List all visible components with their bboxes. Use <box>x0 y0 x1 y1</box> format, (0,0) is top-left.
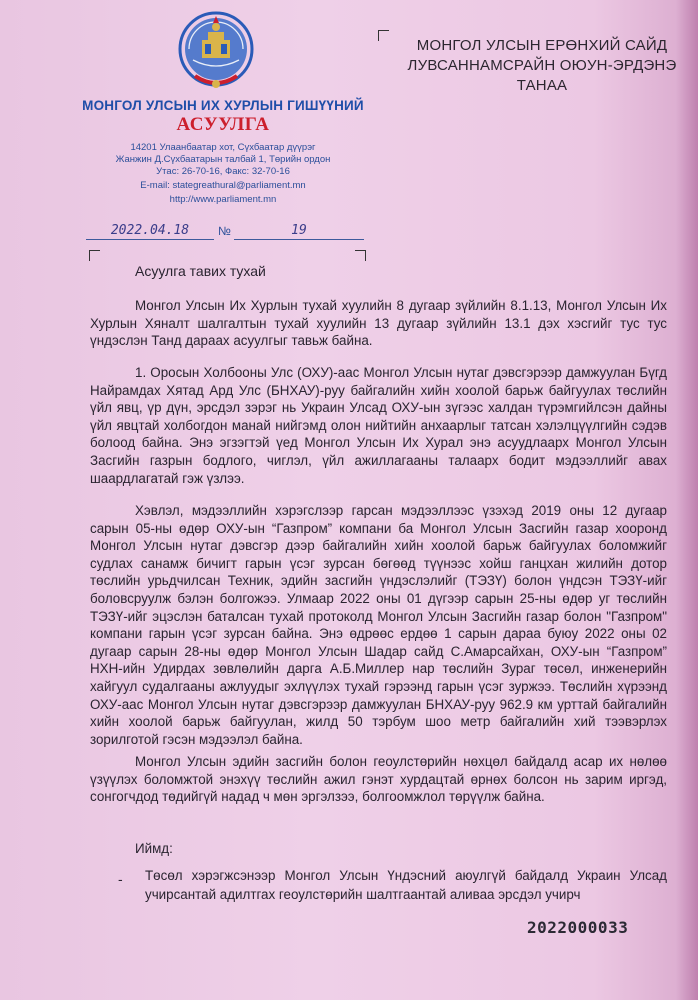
subject-line: Асуулга тавих тухай <box>135 263 266 279</box>
recipient-line: МОНГОЛ УЛСЫН ЕРӨНХИЙ САЙД <box>416 37 668 54</box>
recipient-line: ЛУВСАННАМСРАЙН ОЮУН-ЭРДЭНЭ <box>407 57 677 74</box>
phone-fax-line: Утас: 26-70-16, Факс: 32-70-16 <box>156 166 290 177</box>
page-edge-shadow <box>676 0 698 1000</box>
website-line: http://www.parliament.mn <box>169 194 277 205</box>
state-emblem-icon <box>175 2 257 92</box>
corner-mark <box>355 250 366 261</box>
body-paragraph: Иймд: <box>135 841 173 856</box>
body-paragraph: 1. Оросын Холбооны Улс (ОХУ)-аас Монгол Улсын нутаг дэвсгэрээр дамжуулан Бүгд Найрамдах Хятад Ард Улс (БНХАУ)-руу байгалийн хийн хоолой барьж байгуулах төслийн үйл явц, үр дүн, эрсдэл зэрэг нь Украин Улсад ОХУ-ын зүгээс халдан түрэмгийлсэн дайны үйл явцтай холбогдон манай нийгэмд олон нийтийн анхаарлыг татсан хэлэлцүүлгийн сэдэв болоод байна. Энэ эгзэгтэй үед Монгол Улсын Их Хурал энэ асуудлаарх Монгол Улсын Засгийн газрын бодлого, чиглэл, үйл ажиллагааны талаарх бодит мэдээллийг авах шаардлагатай гэж үзлээ. <box>90 365 667 486</box>
document-kind: АСУУЛГА <box>176 114 270 135</box>
address-line: 14201 Улаанбаатар хот, Сүхбаатар дүүрэг <box>130 142 316 153</box>
number-label: № <box>218 224 231 238</box>
body-paragraph: Монгол Улсын Их Хурлын тухай хуулийн 8 дугаар зүйлийн 8.1.13, Монгол Улсын Их Хурлын Хяналт шалгалтын тухай хуулийн 13 дугаар зүйлийн 13.1 дэх хэсгийг тус тус үндэслэн Танд дараах асуулгыг тавьж байна. <box>90 298 667 349</box>
org-name: МОНГОЛ УЛСЫН ИХ ХУРЛЫН ГИШҮҮНИЙ <box>82 98 364 113</box>
body-paragraph: Монгол Улсын эдийн засгийн болон геоулстөрийн нөхцөл байдалд асар их нөлөө үзүүлэх боломжтой энэхүү төслийн ажил гэнэт хурдацтай өрнөх болсон нь зарим иргэд, сонгогчдод төдийгүй надад ч мөн эргэлзээ, болгоомжлол төрүүлж байна. <box>90 754 667 805</box>
registration-stamp-number: 2022000033 <box>527 918 629 937</box>
recipient-block <box>392 36 692 96</box>
address-line: Жанжин Д.Сүхбаатарын талбай 1, Төрийн ордон <box>115 154 331 165</box>
bullet-item: Төсөл хэрэгжсэнээр Монгол Улсын Үндэсний аюулгүй байдалд Украин Улсад учирсантай адилтгах геоулстөрийн шалтгаантай аливаа эрсдэл учирч <box>145 868 667 902</box>
corner-mark <box>89 250 100 261</box>
handwritten-number: 19 <box>234 222 364 240</box>
recipient-line: ТАНАА <box>516 77 568 94</box>
email-line: E-mail: stategreathural@parliament.mn <box>140 180 306 191</box>
bullet-dash: - <box>118 871 123 887</box>
handwritten-date: 2022.04.18 <box>86 222 214 240</box>
body-paragraph: Хэвлэл, мэдээллийн хэрэгслээр гарсан мэдээллээс үзэхэд 2019 оны 12 дугаар сарын 05-ны өдөр ОХУ-ын “Газпром” компани ба Монгол Улсын Засгийн газар хооронд Монгол Улсын нутаг дэвсгэр дээр байгалийн хийн хоолой барьж байгуулах боломжийг судлах санамж бичигт гарын үсэг зурсан бөгөөд түүнээс хойш ганцхан жилийн дотор төслийн урьдчилсан Техник, эдийн засгийн үндэслэлийг (ТЭЗҮ) болон үндсэн ТЭЗҮ-ийг боловсруулж бэлэн болгожээ. Улмаар 2022 оны 01 дүгээр сарын 25-ны өдөр уг төслийн ТЭЗҮ-ийг эцэслэн баталсан тухай протоколд Монгол Улсын Засгийн газар болон "Газпром" компани гарын үсэг зурсан байна. Энэ өдрөөс ердөө 1 сарын дараа буюу 2022 оны 02 дугаар сарын 28-ны өдөр Монгол Улсын Шадар сайд С.Амарсайхан, ОХУ-ын “Газпром” НХН-ийн Удирдах зөвлөлийн дарга А.Б.Миллер нар төслийн Зураг төсөл, инженерийн хайгуул судалгааны ажлуудыг эхлүүлэх тухай гэрээнд гарын үсэг зуржээ. Төслийн хүрээнд ОХУ-аас Монгол Улсын нутаг дэвсгэрээр дамжуулан БНХАУ-руу 962.9 км урттай байгалийн хийн хоолой барьж байгуулан, жилд 50 тэрбум шоо метр байгалийн хий тээвэрлэх зорилготой гэсэн мэдээлэл байна. <box>90 503 667 747</box>
corner-mark <box>378 30 389 41</box>
